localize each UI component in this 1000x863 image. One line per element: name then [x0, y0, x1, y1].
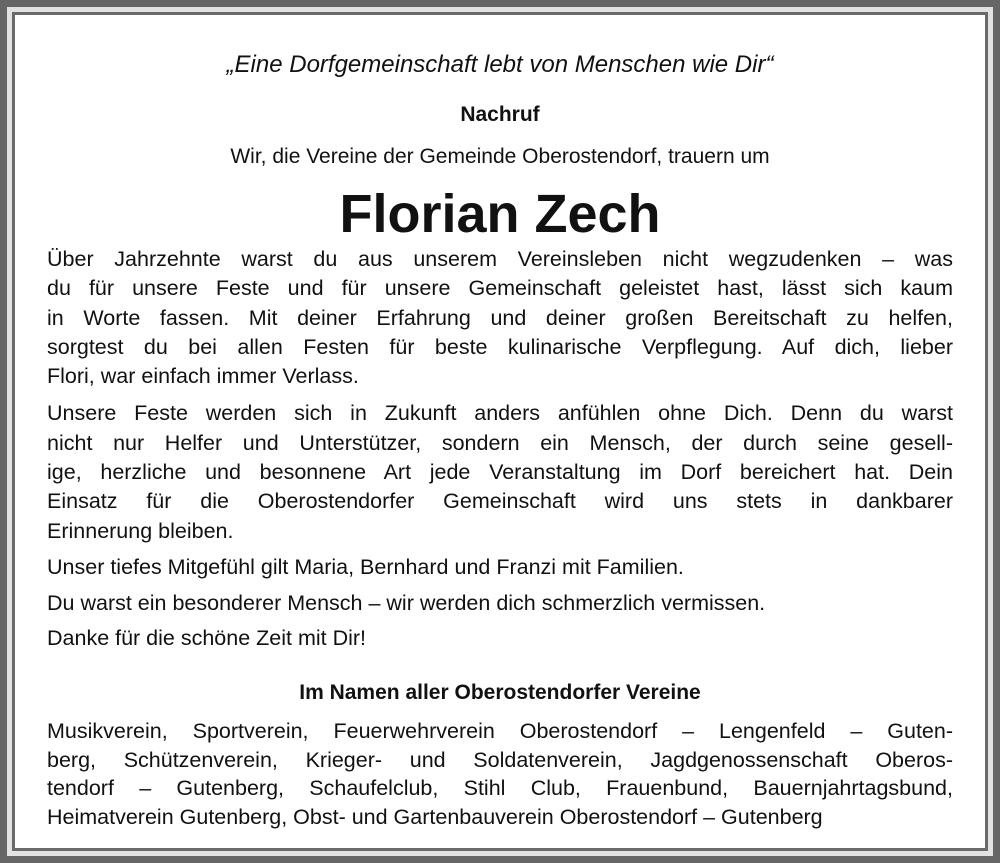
- paragraph: [47, 245, 953, 391]
- club-line: berg, Schützenverein, Krieger- und Soldatenverein, Jagdgenossenschaft Oberos-: [47, 747, 953, 772]
- club-line: Musikverein, Sportverein, Feuerwehrverein Oberostendorf – Lengenfeld – Guten-: [47, 719, 953, 743]
- text-line: ige, herzliche und besonnene Art jede Veranstaltung im Dorf bereichert hat. Dein: [47, 460, 953, 485]
- text-line: du für unsere Feste und für unsere Gemeinschaft geleistet hast, lässt sich kaum: [47, 276, 953, 301]
- paragraph: [47, 624, 953, 653]
- text-line: Erinnerung bleiben.: [47, 518, 234, 543]
- deceased-name: Florian Zech: [339, 184, 661, 244]
- text-line: Flori, war einfach immer Verlass.: [47, 364, 359, 389]
- paragraph: [47, 589, 953, 618]
- heading: Nachruf: [460, 103, 540, 126]
- text-line: sorgtest du bei allen Festen für beste kulinarische Verpflegung. Auf dich, lieber: [47, 334, 953, 359]
- text-line: Einsatz für die Oberostendorfer Gemeinschaft wird uns stets in dankbarer: [47, 489, 953, 514]
- club-line: tendorf – Gutenberg, Schaufelclub, Stihl Club, Frauenbund, Bauernjahrtagsbund,: [47, 776, 953, 801]
- signature: Im Namen aller Oberostendorfer Vereine: [299, 681, 701, 704]
- text-line: Unsere Feste werden sich in Zukunft anders anfühlen ohne Dich. Denn du warst: [47, 401, 953, 426]
- text-line: Über Jahrzehnte warst du aus unserem Vereinsleben nicht wegzudenken – was: [47, 247, 953, 271]
- obituary-notice: [15, 15, 985, 848]
- obituary-body: [47, 245, 953, 653]
- text-line: in Worte fassen. Mit deiner Erfahrung und deiner großen Bereitschaft zu helfen,: [47, 305, 953, 330]
- club-list: [47, 717, 953, 832]
- inner-frame: [12, 12, 988, 851]
- text-line: Unser tiefes Mitgefühl gilt Maria, Bernhard und Franzi mit Familien.: [47, 554, 684, 579]
- motto: „Eine Dorfgemeinschaft lebt von Menschen wie Dir“: [226, 51, 774, 78]
- intro-text: Wir, die Vereine der Gemeinde Oberostendorf, trauern um: [230, 145, 770, 168]
- outer-frame: [7, 7, 993, 856]
- text-line: Danke für die schöne Zeit mit Dir!: [47, 625, 367, 650]
- paragraph: [47, 399, 953, 545]
- club-line: Heimatverein Gutenberg, Obst- und Gartenbauverein Oberostendorf – Gutenberg: [47, 805, 823, 830]
- text-line: Du warst ein besonderer Mensch – wir werden dich schmerzlich vermissen.: [47, 591, 766, 616]
- text-line: nicht nur Helfer und Unterstützer, sondern ein Mensch, der durch seine gesell-: [47, 430, 953, 455]
- paragraph: [47, 553, 953, 582]
